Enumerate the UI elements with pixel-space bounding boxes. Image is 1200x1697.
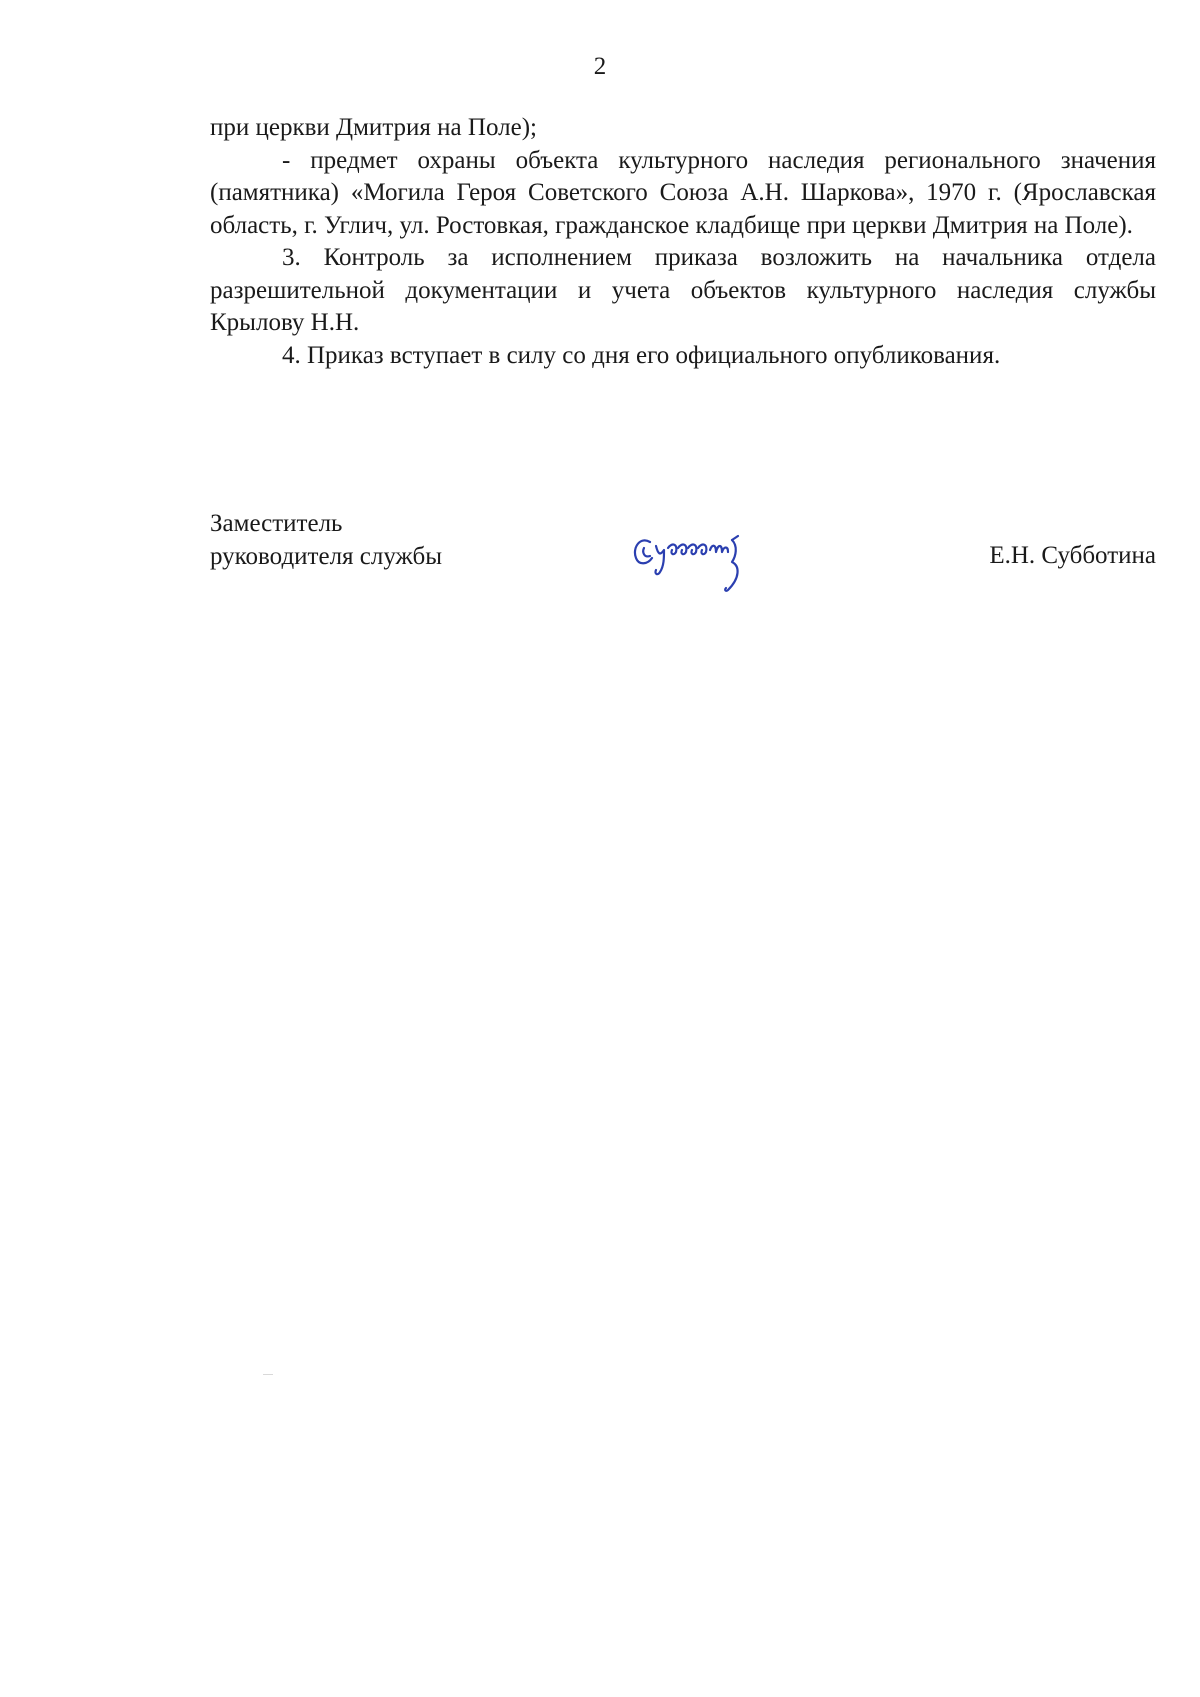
scan-artifact <box>263 1374 273 1375</box>
signatory-title-line1: Заместитель <box>210 510 343 537</box>
page-number: 2 <box>593 53 607 80</box>
signatory-name: Е.Н. Субботина <box>989 542 1156 569</box>
document-body <box>210 112 1156 372</box>
signatory-title <box>210 508 442 573</box>
paragraph-continuation: при церкви Дмитрия на Поле); <box>210 114 537 141</box>
handwritten-signature <box>628 526 778 596</box>
paragraph-control: 3. Контроль за исполнением приказа возложить на начальника отдела разрешительной документации и учета объектов культурного наследия службы Крылову Н.Н. <box>210 244 1156 336</box>
paragraph-effective-date: 4. Приказ вступает в силу со дня его официального опубликования. <box>282 341 1001 369</box>
signature-block <box>210 508 1156 588</box>
signatory-title-line2: руководителя службы <box>210 542 443 570</box>
paragraph-protection-subject: - предмет охраны объекта культурного наследия регионального значения (памятника) «Могила Героя Советского Союза А.Н. Шаркова», 1970 г. (Ярославская область, г. Углич, ул. Ростовкая, гражданское кладбище при церкви Дмитрия на Поле). <box>210 146 1156 239</box>
